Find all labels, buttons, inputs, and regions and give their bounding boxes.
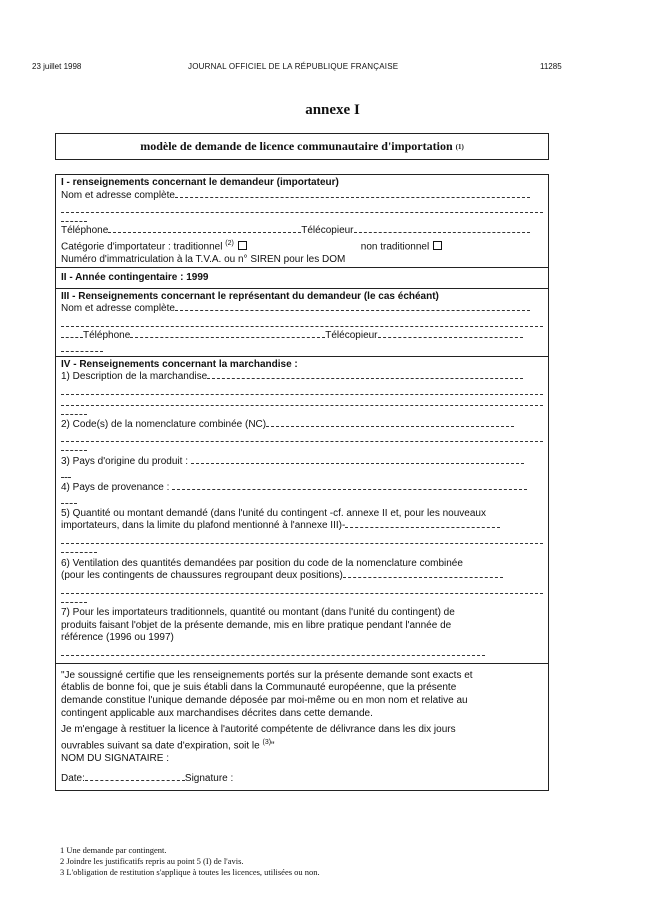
quantity-label-line1: 5) Quantité ou montant demandé (dans l'unité du contingent -cf. annexe II et, pour les nouveaux [61,507,486,519]
representative-phone-label: Téléphone [83,330,131,342]
quantity-line[interactable] [61,533,543,544]
footnote-1: 1 Une demande par contingent. [60,845,167,855]
declaration-line2: établis de bonne foi, que je suis établi dans la Communauté européenne, que la présente [61,682,457,694]
section-goods [56,356,548,663]
reference-quantity-label-line3: référence (1996 ou 1997) [61,632,174,644]
representative-fax-label: Télécopieur [325,330,378,342]
commitment-line2: ouvrables suivant sa date d'expiration, soit le [61,740,260,752]
cn-code-label: 2) Code(s) de la nomenclature combinée (NC) [61,418,267,430]
commitment-line1: Je m'engage à restituer la licence à l'autorité compétente de délivrance dans les dix jours [61,724,456,736]
breakdown-line[interactable] [61,583,543,594]
representative-name-line[interactable] [61,316,543,327]
section-representative [56,288,548,356]
form-title: modèle de demande de licence communautaire d'importation [140,139,453,153]
reference-quantity-label-line2: produits faisant l'objet de la présente demande, mis en libre pratique pendant l'année de [61,619,452,631]
form-title-box [55,133,549,160]
representative-name-label: Nom et adresse complète [61,303,175,315]
quota-year-heading: II - Année contingentaire : 1999 [61,272,209,284]
reference-quantity-label-line1: 7) Pour les importateurs traditionnels, quantité ou montant (dans l'unité du contingent) de [61,607,455,619]
reference-quantity-line[interactable] [61,645,485,656]
signatory-name-label: NOM DU SIGNATAIRE : [61,752,169,764]
section-quota-year [56,267,548,288]
header-date: 23 juillet 1998 [32,62,82,71]
non-traditional-label: non traditionnel [360,241,430,253]
goods-description-label: 1) Description de la marchandise [61,371,208,383]
declaration-line1: "Je soussigné certifie que les renseignements portés sur la présente demande sont exacts et [61,669,473,681]
goods-description-line[interactable] [61,384,543,395]
applicant-phone-label: Téléphone [61,225,109,237]
header-page-number: 11285 [540,62,562,71]
category-footnote-ref: (2) [225,239,234,247]
declaration-line3: demande constitue l'unique demande déposée par moi-même ou en mon nom et relative au [61,694,468,706]
section-applicant [56,175,548,267]
commitment-closing-quote: " [271,740,275,752]
form-sections [55,174,549,791]
date-field[interactable] [85,773,185,781]
declaration-line4: contingent applicable aux marchandises décrites dans cette demande. [61,707,373,719]
breakdown-label-line1: 6) Ventilation des quantités demandées par position du code de la nomenclature combinée [61,557,463,569]
applicant-fax-label: Télécopieur [301,225,354,237]
applicant-name-label: Nom et adresse complète [61,189,175,201]
footnote-2: 2 Joindre les justificatifs repris au point 5 (I) de l'avis. [60,856,244,866]
section-goods-heading: IV - Renseignements concernant la marchandise : [61,358,298,370]
vat-number-label: Numéro d'immatriculation à la T.V.A. ou n° SIREN pour les DOM [61,253,346,265]
footnotes [60,845,320,878]
origin-country-label: 3) Pays d'origine du produit : [61,456,188,468]
importer-category-label: Catégorie d'importateur : traditionnel [61,241,223,253]
breakdown-label-line2: (pour les contingents de chaussures regroupant deux positions) [61,570,343,582]
section-representative-heading: III - Renseignements concernant le représentant du demandeur (le cas échéant) [61,290,439,302]
applicant-name-line[interactable] [61,202,543,213]
section-applicant-heading: I - renseignements concernant le demandeur (importateur) [61,177,339,188]
cn-code-line[interactable] [61,431,543,442]
header-journal: JOURNAL OFFICIEL DE LA RÉPUBLIQUE FRANÇAISE [188,62,399,71]
signature-label: Signature : [184,773,234,785]
non-traditional-checkbox[interactable] [433,241,442,250]
date-label: Date: [61,773,85,785]
annex-title: annexe I [305,102,360,118]
quantity-label-line2: importateurs, dans la limite du plafond mentionné à l'annexe III)- [61,520,346,532]
provenance-country-label: 4) Pays de provenance : [61,482,170,494]
footnote-3: 3 L'obligation de restitution s'applique à toutes les licences, utilisées ou non. [60,867,320,877]
form-title-footnote-ref: (1) [455,142,464,151]
section-declaration [56,663,548,790]
traditional-checkbox[interactable] [238,241,247,250]
commitment-footnote-ref: (3) [262,738,272,746]
